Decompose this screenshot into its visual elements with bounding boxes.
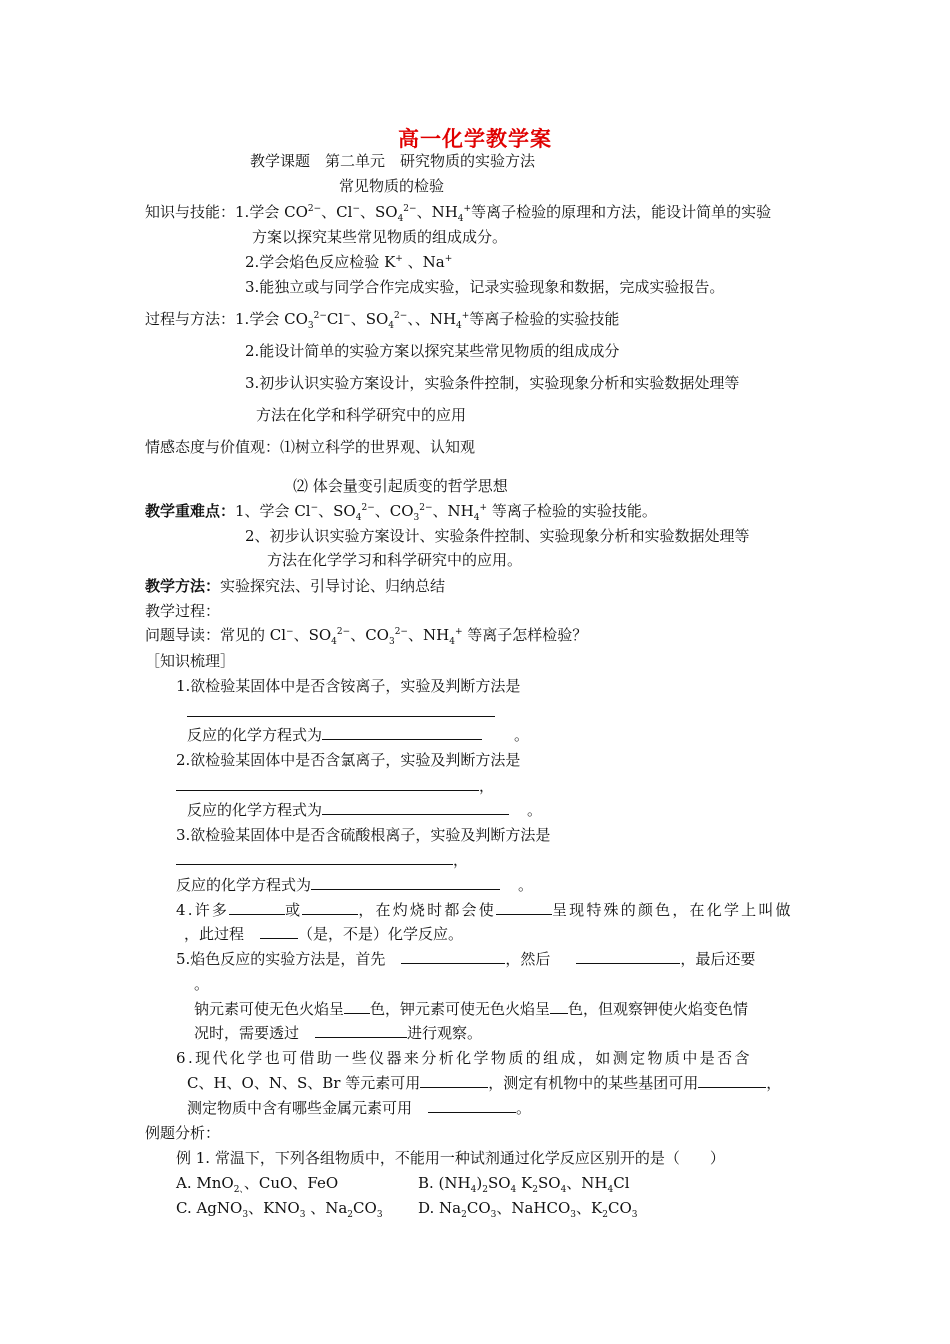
answer-blank[interactable]: [187, 716, 495, 717]
question-6: 6.现代化学也可借助一些仪器来分析化学物质的组成，如测定物质中是否含: [176, 1049, 752, 1067]
text: ，测定有机物中的某些基团可用: [488, 1074, 699, 1092]
subscript: 2: [482, 1185, 488, 1195]
text: 、SO: [293, 626, 332, 644]
text: ，: [453, 851, 469, 869]
superscript: −: [343, 311, 351, 321]
question-6-line-3: [187, 1098, 531, 1118]
superscript: −: [286, 627, 294, 637]
answer-blank[interactable]: [176, 850, 453, 865]
process-line-2: 2.能设计简单的实验方案以探究某些常见物质的组成成分: [245, 342, 620, 360]
subscript: 2: [532, 1185, 538, 1195]
text: 、CO: [350, 626, 389, 644]
text: 、SO: [350, 310, 389, 328]
text: 1.学会 CO: [235, 310, 308, 328]
text: 反应的化学方程式为: [176, 876, 312, 894]
subscript: 2: [347, 1210, 354, 1220]
text: K: [516, 1174, 533, 1192]
subscript: 3: [490, 1210, 497, 1220]
text: B. (NH: [418, 1174, 471, 1192]
superscript: +: [444, 254, 453, 264]
text: 1、学会 Cl: [235, 502, 311, 520]
text: 5.焰色反应的实验方法是，首先: [176, 950, 386, 968]
process-line-1: [145, 309, 619, 329]
difficulty-line-1: [145, 501, 657, 521]
text: 问题导读：常见的 Cl: [145, 626, 287, 644]
option-c: [176, 1198, 383, 1218]
superscript: 2−: [313, 311, 327, 321]
text: 、NH: [416, 203, 458, 221]
question-2: 2.欲检验某固体中是否含氯离子，实验及判断方法是: [176, 751, 521, 769]
text: 反应的化学方程式为: [187, 726, 323, 744]
text: 。: [516, 1099, 532, 1117]
subtopic: 常见物质的检验: [339, 177, 445, 195]
subscript: 3: [570, 1210, 577, 1220]
answer-blank[interactable]: [322, 800, 509, 815]
method-label: 教学方法：: [145, 577, 221, 595]
question-2-equation: [187, 800, 542, 820]
text: CO: [607, 1199, 632, 1217]
text: 等离子怎样检验？: [462, 626, 588, 644]
subscript: 4: [456, 321, 462, 331]
knowledge-line-1b: 方案以探究某些常见物质的组成成分。: [252, 228, 508, 246]
answer-blank[interactable]: [311, 875, 500, 890]
text: 呈现特殊的颜色，在化学上叫做: [551, 901, 793, 919]
text: 色，钾元素可使无色火焰呈: [370, 1000, 551, 1018]
answer-blank[interactable]: [260, 924, 298, 939]
difficulty-label: 教学重难点：: [145, 502, 236, 520]
superscript: 2−: [394, 311, 408, 321]
example-label: 例题分析：: [145, 1124, 221, 1142]
option-b: [418, 1173, 630, 1193]
superscript: +: [395, 254, 403, 264]
superscript: 2−: [336, 627, 351, 637]
text: 1.学会 CO: [235, 203, 308, 221]
text: 2.学会焰色反应检验 K: [245, 253, 396, 271]
subscript: 3: [299, 1210, 306, 1220]
question-3-blank-line: [176, 850, 468, 870]
subscript: 3: [307, 321, 314, 331]
text: ，然后: [505, 950, 551, 968]
question-2-blank-line: [176, 776, 494, 796]
knowledge-label: 知识与技能：: [145, 203, 236, 221]
knowledge-line-1: [145, 202, 771, 222]
text: ): [476, 1174, 483, 1192]
superscript: −: [352, 204, 360, 214]
superscript: 2−: [403, 204, 417, 214]
text: 、、NH: [407, 310, 457, 328]
subscript: 4: [473, 513, 480, 523]
text: CO: [353, 1199, 377, 1217]
subscript: 3: [242, 1210, 249, 1220]
text: 、SO: [359, 203, 398, 221]
text: C. AgNO: [176, 1199, 243, 1217]
answer-blank[interactable]: [496, 900, 552, 915]
subscript: 4: [560, 1185, 567, 1195]
text: SO: [537, 1174, 561, 1192]
text: 等离子检验的实验技能。: [487, 502, 657, 520]
text: 反应的化学方程式为: [187, 801, 323, 819]
text: 、K: [576, 1199, 603, 1217]
text: ，: [479, 777, 495, 795]
superscript: 2−: [361, 503, 375, 513]
answer-blank[interactable]: [698, 1073, 766, 1088]
emotion-line-1: 情感态度与价值观：⑴树立科学的世界观、认知观: [145, 438, 476, 456]
subscript: 3: [376, 1210, 383, 1220]
text: Cl: [613, 1174, 630, 1192]
method-text: 实验探究法、引导讨论、归纳总结: [220, 577, 446, 595]
question-3-equation: [176, 875, 533, 895]
superscript: +: [463, 204, 472, 214]
text: C、H、O、N、S、Br 等元素可用: [187, 1074, 421, 1092]
superscript: 2−: [419, 503, 433, 513]
superscript: 2−: [307, 204, 322, 214]
text: 、Na: [305, 1199, 348, 1217]
subscript: 2: [461, 1210, 467, 1220]
text: CO: [466, 1199, 491, 1217]
text: 、NH: [566, 1174, 608, 1192]
superscript: +: [454, 627, 463, 637]
subscript: 4: [457, 214, 464, 224]
subscript: 4: [397, 214, 404, 224]
question-4: [176, 900, 793, 920]
question-5-line-3: [194, 999, 748, 1019]
text: 。: [527, 801, 543, 819]
answer-blank[interactable]: [344, 999, 370, 1014]
emotion-line-2: ⑵ 体会量变引起质变的哲学思想: [293, 477, 508, 495]
question-4-line-2: [184, 924, 463, 944]
text: 4.许多: [176, 901, 230, 919]
superscript: −: [310, 503, 319, 513]
text: 、Na: [402, 253, 445, 271]
difficulty-line-2: 2、初步认识实验方案设计、实验条件控制、实验现象分析和实验数据处理等: [245, 527, 750, 545]
text: ，最后还要: [680, 950, 756, 968]
text: 或: [285, 901, 303, 919]
answer-blank[interactable]: [302, 900, 358, 915]
option-d: [418, 1198, 638, 1218]
question-1: 1.欲检验某固体中是否含铵离子，实验及判断方法是: [176, 677, 521, 695]
page-title: 高一化学教学案: [398, 126, 552, 151]
subscript: 4: [355, 513, 362, 523]
text: ，: [766, 1074, 782, 1092]
procedure-label: 教学过程：: [145, 602, 221, 620]
method-line: [145, 576, 445, 596]
question-6-line-2: [187, 1073, 781, 1093]
answer-blank[interactable]: [229, 900, 285, 915]
process-line-3: 3.初步认识实验方案设计，实验条件控制，实验现象分析和实验数据处理等: [245, 374, 740, 392]
answer-blank[interactable]: [176, 776, 479, 791]
text: 、CuO、FeO: [243, 1174, 339, 1192]
question-5: [176, 949, 755, 969]
example-1-stem: 例 1. 常温下，下列各组物质中，不能用一种试剂通过化学反应区别开的是（ ）: [176, 1149, 725, 1167]
answer-blank[interactable]: [576, 949, 680, 964]
superscript: +: [479, 503, 488, 513]
question-3: 3.欲检验某固体中是否含硫酸根离子，实验及判断方法是: [176, 826, 551, 844]
text: 色，但观察钾使火焰变色情: [568, 1000, 749, 1018]
text: 、KNO: [248, 1199, 300, 1217]
text: 。: [514, 726, 530, 744]
text: （是，不是）化学反应。: [298, 925, 464, 943]
subscript: 4: [470, 1185, 477, 1195]
question-1-equation: [187, 725, 529, 745]
topic-line: 教学课题 第二单元 研究物质的实验方法: [250, 152, 536, 170]
answer-blank[interactable]: [420, 1073, 488, 1088]
text: 进行观察。: [407, 1024, 483, 1042]
text: 。: [518, 876, 534, 894]
knowledge-line-3: 3.能独立或与同学合作完成实验，记录实验现象和数据，完成实验报告。: [245, 278, 725, 296]
text: D. Na: [418, 1199, 462, 1217]
text: 等离子检验的实验技能: [469, 310, 620, 328]
text: SO: [487, 1174, 511, 1192]
option-a: [176, 1173, 338, 1193]
text: ，在灼烧时都会使: [358, 901, 496, 919]
text: ，此过程: [184, 925, 245, 943]
subscript: 4: [388, 321, 395, 331]
text: 测定物质中含有哪些金属元素可用: [187, 1099, 413, 1117]
subscript: 3: [413, 513, 420, 523]
answer-blank[interactable]: [428, 1098, 516, 1113]
text: 、NaHCO: [496, 1199, 571, 1217]
text: 、CO: [374, 502, 414, 520]
text: 、NH: [432, 502, 474, 520]
text: 等离子检验的原理和方法，能设计简单的实验: [471, 203, 772, 221]
text: 钠元素可使无色火焰呈: [194, 1000, 345, 1018]
subscript: 2、: [233, 1185, 244, 1195]
subscript: 3: [631, 1210, 638, 1220]
process-line-4: 方法在化学和科学研究中的应用: [256, 406, 467, 424]
text: 、Cl: [321, 203, 353, 221]
answer-blank[interactable]: [315, 1023, 407, 1038]
text: 况时，需要透过: [194, 1024, 300, 1042]
process-label: 过程与方法：: [145, 310, 236, 328]
text: 、SO: [318, 502, 356, 520]
question-5-line-4: [194, 1023, 482, 1043]
subscript: 4: [449, 637, 455, 647]
answer-blank[interactable]: [401, 949, 505, 964]
subscript: 4: [607, 1185, 614, 1195]
text: A. MnO: [176, 1174, 234, 1192]
subscript: 4: [510, 1185, 517, 1195]
difficulty-line-3: 方法在化学学习和科学研究中的应用。: [267, 551, 523, 569]
subscript: 2: [602, 1210, 608, 1220]
text: 、NH: [407, 626, 450, 644]
guide-line: [145, 625, 587, 645]
answer-blank[interactable]: [322, 725, 482, 740]
text: Cl: [326, 310, 344, 328]
knowledge-line-2: [245, 252, 452, 272]
knowledge-sort-label: ［知识梳理］: [145, 652, 236, 670]
subscript: 3: [388, 637, 395, 647]
answer-blank[interactable]: [550, 999, 568, 1014]
superscript: 2−: [394, 627, 408, 637]
subscript: 4: [331, 637, 337, 647]
question-5-period: 。: [194, 975, 210, 993]
superscript: +: [461, 311, 470, 321]
